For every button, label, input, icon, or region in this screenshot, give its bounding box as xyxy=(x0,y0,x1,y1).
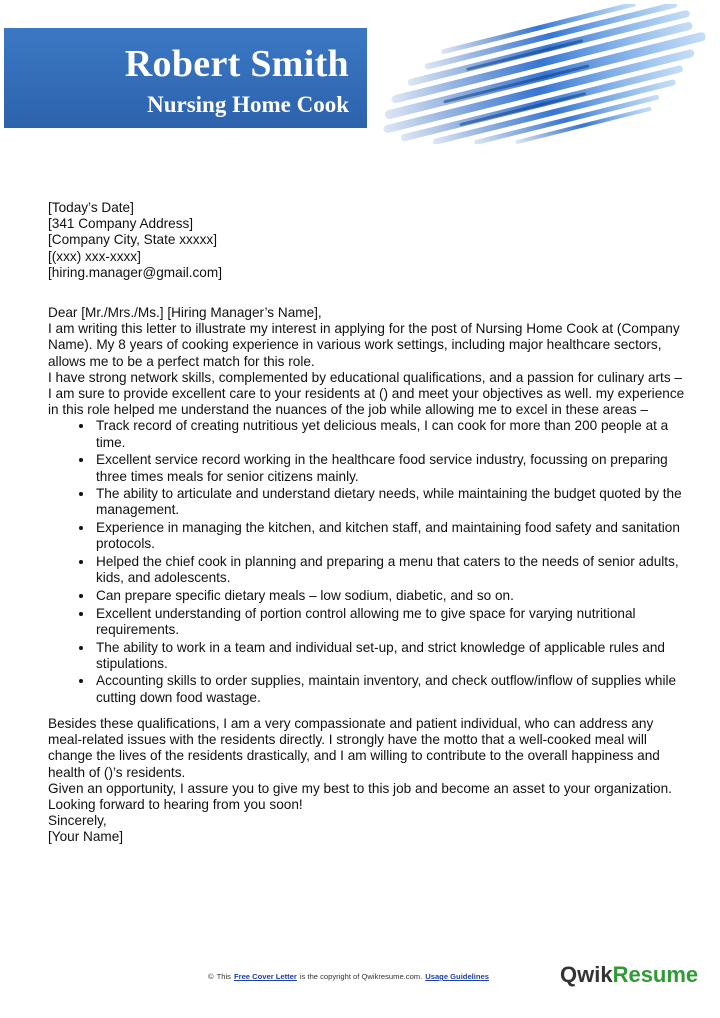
salutation: Dear [Mr./Mrs./Ms.] [Hiring Manager’s Name], xyxy=(48,305,322,321)
qwikresume-logo[interactable] xyxy=(560,962,698,988)
list-item: • Track record of creating nutritious yet delicious meals, I can cook for more than 200 people at a time. xyxy=(94,418,688,450)
address-line: [Company City, State xxxxx] xyxy=(48,232,217,248)
footer-prefix: This xyxy=(216,972,231,981)
decorative-streaks xyxy=(380,4,720,144)
list-item: • Experience in managing the kitchen, and kitchen staff, and maintaining food safety and sanitation protocols. xyxy=(94,520,688,552)
footer-middle: is the copyright of Qwikresume.com. xyxy=(299,972,423,981)
job-title: Nursing Home Cook xyxy=(147,92,349,117)
skills-list xyxy=(48,418,688,705)
list-item: • Helped the chief cook in planning and preparing a menu that caters to the needs of senior adults, kids, and adolescents. xyxy=(94,554,688,586)
qualities-paragraph: Besides these qualifications, I am a very compassionate and patient individual, who can address any meal-related issues with the residents directly. I strongly have the motto that a well-cooked meal will change the lives of the residents drastically, and I am willing to contribute to the overall happiness and health of ()’s residents. xyxy=(48,715,660,780)
date-line: [Today’s Date] xyxy=(48,200,134,215)
closing-line: Looking forward to hearing from you soon! xyxy=(48,796,303,812)
list-item: • Excellent service record working in the healthcare food service industry, focussing on preparing three times meals for senior citizens mainly. xyxy=(94,452,688,484)
list-item: • The ability to work in a team and individual set-up, and strict knowledge of applicable rules and stipulations. xyxy=(94,640,688,672)
address-line: [341 Company Address] xyxy=(48,216,194,232)
header-banner xyxy=(4,28,367,128)
copyright-icon: © xyxy=(208,972,214,981)
signature-name: [Your Name] xyxy=(48,829,124,845)
usage-guidelines-link[interactable]: Usage Guidelines xyxy=(425,972,489,981)
candidate-name: Robert Smith xyxy=(124,43,349,85)
recipient-address xyxy=(48,216,688,281)
intro-paragraph: I am writing this letter to illustrate my interest in applying for the post of Nursing Home Cook at (Company Name). My 8 years of cooking experience in various work settings, including major healthcare sectors, allows me to be a perfect match for this role. xyxy=(48,321,680,369)
list-item: • The ability to articulate and understand dietary needs, while maintaining the budget quoted by the management. xyxy=(94,486,688,518)
logo-part-resume: Resume xyxy=(612,962,699,987)
opportunity-paragraph: Given an opportunity, I assure you to give my best to this job and become an asset to your organization. xyxy=(48,780,672,796)
address-line: [hiring.manager@gmail.com] xyxy=(48,264,222,280)
list-item: • Accounting skills to order supplies, maintain inventory, and check outflow/inflow of supplies while cutting down food wastage. xyxy=(94,673,688,705)
logo-part-qwik: Qwik xyxy=(560,962,613,987)
list-item: • Can prepare specific dietary meals – low sodium, diabetic, and so on. xyxy=(94,588,688,604)
list-item: • Excellent understanding of portion control allowing me to give space for varying nutritional requirements. xyxy=(94,606,688,638)
footer-copyright xyxy=(208,972,489,981)
signoff: Sincerely, xyxy=(48,813,107,829)
letter-body xyxy=(48,200,688,846)
address-line: [(xxx) xxx-xxxx] xyxy=(48,248,141,264)
skills-paragraph: I have strong network skills, complemented by educational qualifications, and a passion for culinary arts – I am sure to provide excellent care to your residents at () and meet your objectives as well. my experience in this role helped me understand the nuances of the job while allowing me to excel in these areas – xyxy=(48,369,685,418)
free-cover-letter-link[interactable]: Free Cover Letter xyxy=(233,972,297,981)
signature-block xyxy=(48,813,688,845)
